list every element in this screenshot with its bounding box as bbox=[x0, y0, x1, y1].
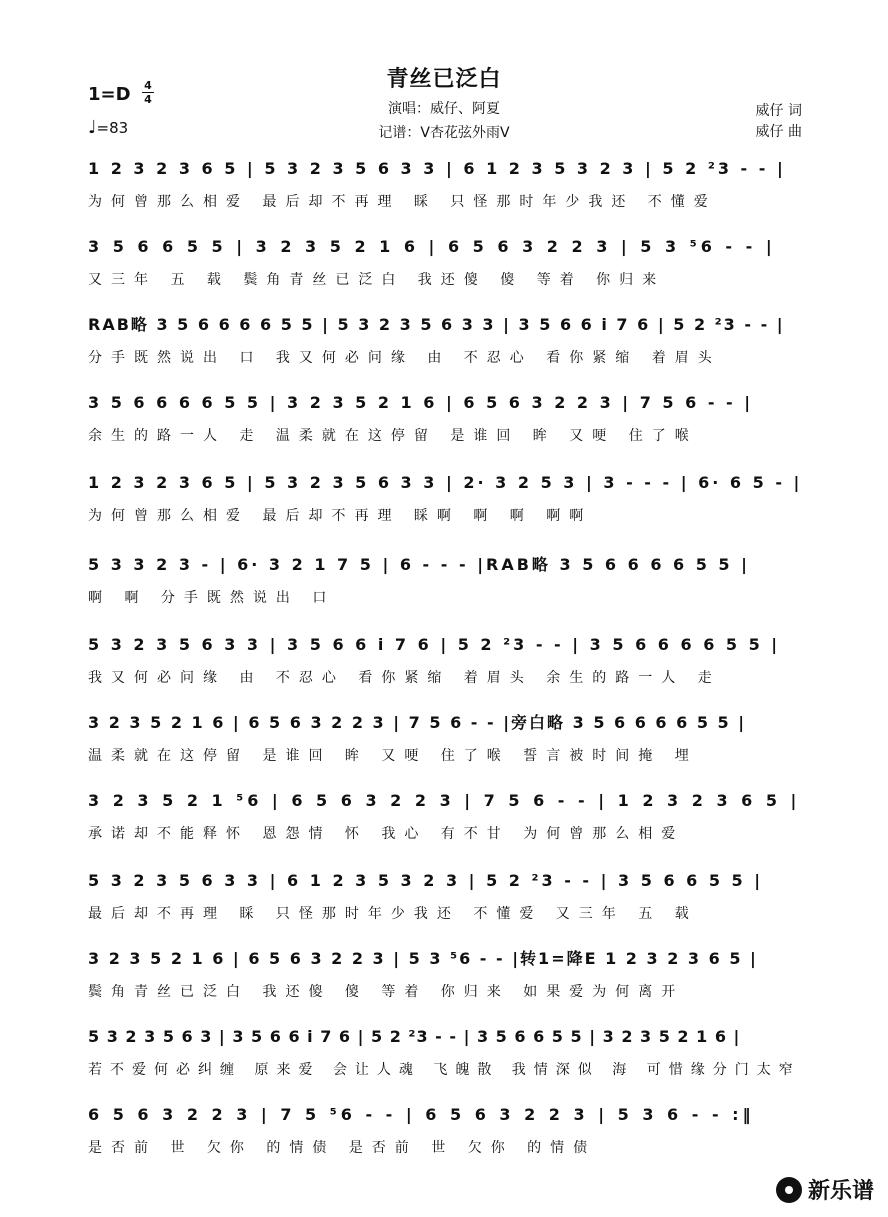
system-13 bbox=[88, 1103, 806, 1163]
system-3 bbox=[88, 313, 806, 373]
lyrics-line: 分手既然说出 口 我又何必问缘 由 不忍心 看你紧缩 着眉头 bbox=[88, 350, 721, 366]
lyrics-line: 啊 啊 分手既然说出 口 bbox=[88, 590, 336, 606]
notation-line: 3 5 6 6 6 6 5 5 | 3 2 3 5 2 1 6 | 6 5 6 3 2 2 3 | 7 5 6 - - | bbox=[88, 393, 754, 412]
notation-line: 3 2 3 5 2 1 6 | 6 5 6 3 2 2 3 | 5 3 ⁵6 - - |转1=降E 1 2 3 2 3 6 5 | bbox=[88, 949, 758, 968]
singer-credit: 演唱：威仔、阿夏 bbox=[388, 101, 500, 117]
tempo-value: =83 bbox=[96, 119, 129, 137]
system-1 bbox=[88, 157, 806, 217]
notation-line: 3 2 3 5 2 1 6 | 6 5 6 3 2 2 3 | 7 5 6 - - |旁白略 3 5 6 6 6 6 5 5 | bbox=[88, 713, 747, 732]
lyrics-line: 为何曾那么相爱 最后却不再理 睬啊 啊 啊 啊啊 bbox=[88, 508, 593, 524]
notation-line: 3 5 6 6 5 5 | 3 2 3 5 2 1 6 | 6 5 6 3 2 2 3 | 5 3 ⁵6 - - | bbox=[88, 237, 776, 256]
notation-line: 1 2 3 2 3 6 5 | 5 3 2 3 5 6 3 3 | 6 1 2 3 5 3 2 3 | 5 2 ²3 - - | bbox=[88, 159, 786, 178]
system-11 bbox=[88, 947, 806, 1007]
lyricist-credit: 威仔 词 bbox=[755, 103, 802, 119]
notation-line: 5 3 2 3 5 6 3 | 3 5 6 6 i 7 6 | 5 2 ²3 - - | 3 5 6 6 5 5 | 3 2 3 5 2 1 6 | bbox=[88, 1027, 741, 1046]
transcriber-credit: 记谱：V杏花弦外雨V bbox=[378, 125, 510, 141]
quarter-note-icon: ♩ bbox=[88, 117, 97, 138]
lyrics-line: 最后却不再理 睬 只怪那时年少我还 不懂爱 又三年 五 载 bbox=[88, 906, 698, 922]
notation-line: 1 2 3 2 3 6 5 | 5 3 2 3 5 6 3 3 | 2· 3 2 5 3 | 3 - - - | 6· 6 5 - | bbox=[88, 473, 803, 492]
system-6 bbox=[88, 553, 806, 613]
system-2 bbox=[88, 235, 806, 295]
time-signature-top: 4 bbox=[144, 79, 152, 92]
notation-line: 6 5 6 3 2 2 3 | 7 5 ⁵6 - - | 6 5 6 3 2 2 3 | 5 3 6 - - :‖ bbox=[88, 1105, 755, 1124]
lyrics-line: 鬓角青丝已泛白 我还傻 傻 等着 你归来 如果爱为何离开 bbox=[88, 984, 685, 1000]
tempo-marking bbox=[88, 117, 128, 138]
logo-text: 新乐谱 bbox=[807, 1179, 874, 1204]
composer-credit: 威仔 曲 bbox=[755, 124, 802, 140]
lyrics-line: 承诺却不能释怀 恩怨情 怀 我心 有不甘 为何曾那么相爱 bbox=[88, 826, 685, 842]
lyrics-line: 余生的路一人 走 温柔就在这停留 是谁回 眸 又哽 住了喉 bbox=[88, 428, 698, 444]
lyrics-line: 又三年 五 载 鬓角青丝已泛白 我还傻 傻 等着 你归来 bbox=[88, 272, 666, 288]
notation-line: 3 2 3 5 2 1 ⁵6 | 6 5 6 3 2 2 3 | 7 5 6 - - | 1 2 3 2 3 6 5 | bbox=[88, 791, 801, 810]
lyrics-line: 我又何必问缘 由 不忍心 看你紧缩 着眉头 余生的路一人 走 bbox=[88, 670, 721, 686]
notation-line: 5 3 2 3 5 6 3 3 | 3 5 6 6 i 7 6 | 5 2 ²3 - - | 3 5 6 6 6 6 5 5 | bbox=[88, 635, 781, 654]
system-8 bbox=[88, 711, 806, 771]
notation-line: 5 3 3 2 3 - | 6· 3 2 1 7 5 | 6 - - - |RAB略 3 5 6 6 6 6 5 5 | bbox=[88, 555, 750, 574]
system-4 bbox=[88, 391, 806, 451]
system-10 bbox=[88, 869, 806, 929]
system-7 bbox=[88, 633, 806, 693]
lyrics-line: 是否前 世 欠你 的情债 是否前 世 欠你 的情债 bbox=[88, 1140, 597, 1156]
system-5 bbox=[88, 471, 806, 531]
lyrics-line: 为何曾那么相爱 最后却不再理 睬 只怪那时年少我还 不懂爱 bbox=[88, 194, 717, 210]
key-signature: 1=D bbox=[88, 84, 131, 105]
lyrics-line: 温柔就在这停留 是谁回 眸 又哽 住了喉 誓言被时间掩 埋 bbox=[88, 748, 698, 764]
system-9 bbox=[88, 789, 806, 849]
song-title: 青丝已泛白 bbox=[386, 67, 502, 92]
time-signature-bottom: 4 bbox=[144, 93, 152, 106]
lyrics-line: 若不爱何必纠缠 原来爱 会让人魂 飞魄散 我情深似 海 可惜缘分门太窄 bbox=[88, 1062, 801, 1078]
time-signature bbox=[142, 80, 154, 105]
vinyl-disc-icon bbox=[776, 1177, 802, 1203]
system-12 bbox=[88, 1025, 806, 1085]
notation-line: RAB略 3 5 6 6 6 6 5 5 | 5 3 2 3 5 6 3 3 | 3 5 6 6 i 7 6 | 5 2 ²3 - - | bbox=[88, 315, 785, 334]
site-logo bbox=[776, 1174, 874, 1205]
notation-line: 5 3 2 3 5 6 3 3 | 6 1 2 3 5 3 2 3 | 5 2 ²3 - - | 3 5 6 6 5 5 | bbox=[88, 871, 764, 890]
